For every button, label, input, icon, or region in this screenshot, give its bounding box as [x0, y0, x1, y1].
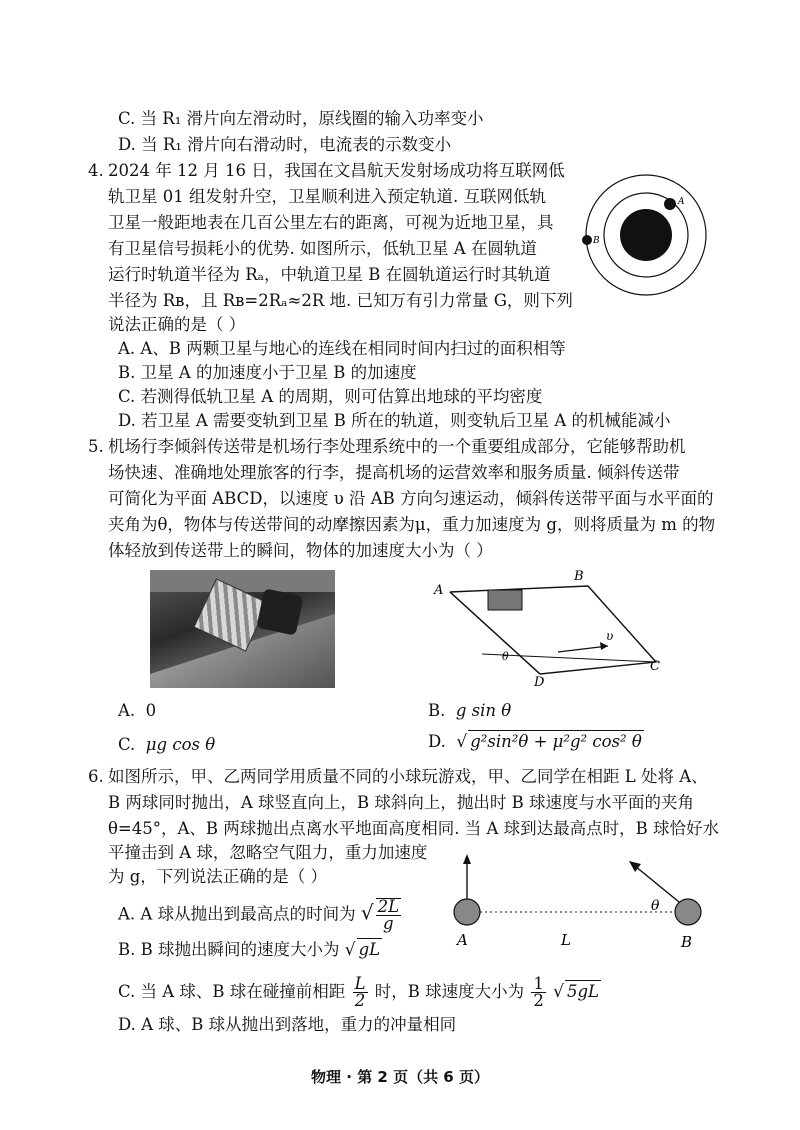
q4-line: 卫星一般距地表在几百公里左右的距离，可视为近地卫星，具: [108, 213, 554, 232]
option-value: μg cos θ: [145, 735, 216, 754]
earth: [620, 209, 672, 261]
q5-line: 机场行李倾斜传送带是机场行李处理系统中的一个重要组成部分，它能够帮助机: [108, 437, 686, 456]
q4-option-a: A. A、B 两颗卫星与地心的连线在相同时间内扫过的面积相等: [118, 339, 566, 358]
q4-line: 说法正确的是（ ）: [108, 315, 246, 334]
q4-line: 运行时轨道半径为 Rₐ，中轨道卫星 B 在圆轨道运行时其轨道: [108, 265, 551, 284]
q4-line: 轨卫星 01 组发射升空，卫星顺利进入预定轨道. 互联网低轨: [108, 187, 546, 206]
q4-option-b: B. 卫星 A 的加速度小于卫星 B 的加速度: [118, 363, 417, 382]
q4-line: 有卫星信号损耗小的优势. 如图所示，低轨卫星 A 在圆轨道: [108, 239, 537, 258]
q6-line: B 两球同时抛出，A 球竖直向上，B 球斜向上，抛出时 B 球速度与水平面的夹角: [108, 793, 695, 812]
q6-line: 如图所示，甲、乙两同学用质量不同的小球玩游戏，甲、乙同学在相距 L 处将 A、: [108, 767, 708, 786]
q6-option-b: [118, 938, 382, 961]
luggage-photo: [150, 570, 335, 688]
option-label: C.: [118, 735, 136, 754]
q6-option-d: D. A 球、B 球从抛出到落地，重力的冲量相同: [118, 1015, 457, 1034]
q6-option-a: [118, 898, 403, 932]
q5-option-a: [118, 700, 156, 722]
q5-line: 可简化为平面 ABCD，以速度 υ 沿 AB 方向匀速运动，倾斜传送带平面与水平面的: [108, 489, 714, 508]
option-label: D.: [428, 732, 446, 751]
q5-number: 5.: [88, 437, 104, 456]
box-on-belt: [488, 590, 522, 610]
velocity-arrow: [558, 646, 608, 652]
q6-option-c: [118, 976, 601, 1009]
q6-line: 为 g，下列说法正确的是（ ）: [108, 867, 328, 886]
option-text: B. B 球抛出瞬间的速度大小为: [118, 940, 340, 959]
option-value: g²sin²θ + μ²g² cos² θ: [470, 732, 642, 751]
label-b: B: [681, 933, 693, 951]
label-theta: θ: [651, 898, 660, 914]
q6-throw-diagram: [445, 850, 715, 960]
option-value: 0: [145, 701, 157, 720]
frac-den: g: [383, 914, 394, 933]
frac-den: 2: [533, 991, 544, 1010]
page-footer: 物理 · 第 2 页（共 6 页）: [311, 1068, 489, 1086]
satellite-a: [664, 198, 676, 210]
sqrt-sign: √: [344, 940, 356, 960]
label-l: L: [561, 931, 571, 949]
label-v: υ: [606, 629, 614, 643]
root-value: 5gL: [567, 982, 600, 1001]
root-value: gL: [358, 940, 381, 959]
label-d: D: [534, 675, 545, 688]
frac-den: 2: [354, 991, 366, 1010]
option-value: g sin θ: [455, 701, 512, 720]
sqrt-sign: √: [456, 732, 468, 752]
frac-num: L: [354, 974, 366, 993]
arrowhead-b: [629, 861, 641, 872]
label-theta: θ: [502, 650, 509, 663]
q4-option-c: C. 若测得低轨卫星 A 的周期，则可估算出地球的平均密度: [118, 387, 543, 406]
frac-num: 1: [533, 974, 544, 993]
q4-orbit-diagram: [578, 160, 718, 310]
option-text: A. A 球从抛出到最高点的时间为: [118, 904, 356, 924]
label-a: A: [678, 197, 685, 207]
q5-option-d: [428, 730, 644, 753]
q5-option-b: [428, 700, 511, 722]
q3-option-d: D. 当 R₁ 滑片向右滑动时，电流表的示数变小: [118, 135, 452, 154]
q6-line: θ=45°，A、B 两球抛出点离水平地面高度相同. 当 A 球到达最高点时，B 球恰好水: [108, 819, 720, 838]
q5-option-c: [118, 734, 215, 756]
q6-line: 平撞击到 A 球，忽略空气阻力，重力加速度: [108, 843, 428, 862]
q4-line: 2024 年 12 月 16 日，我国在文昌航天发射场成功将互联网低: [108, 161, 565, 180]
q5-line: 夹角为θ，物体与传送带间的动摩擦因素为μ，重力加速度为 g，则将质量为 m 的物: [108, 515, 716, 534]
option-text: C. 当 A 球、B 球在碰撞前相距: [118, 982, 346, 1001]
q6-number: 6.: [88, 767, 104, 786]
q5-conveyor-diagram: [430, 568, 670, 688]
option-text: 时，B 球速度大小为: [374, 982, 525, 1001]
sqrt-sign: √: [360, 900, 374, 925]
q4-number: 4.: [88, 161, 104, 180]
q4-option-d: D. 若卫星 A 需要变轨到卫星 B 所在的轨道，则变轨后卫星 A 的机械能减小: [118, 411, 671, 430]
label-b: B: [593, 236, 600, 246]
option-label: A.: [118, 701, 136, 720]
ball-a: [454, 899, 480, 925]
ball-b: [675, 899, 701, 925]
label-a: A: [457, 931, 468, 949]
sqrt-sign: √: [553, 982, 564, 1002]
label-b: B: [574, 569, 584, 584]
option-label: B.: [428, 701, 446, 720]
frac-num: 2L: [377, 897, 400, 916]
label-c: C: [650, 659, 660, 674]
label-a: A: [434, 583, 444, 598]
satellite-b: [582, 235, 592, 245]
arrow-b: [635, 866, 679, 902]
q5-line: 体轻放到传送带上的瞬间，物体的加速度大小为（ ）: [108, 541, 493, 560]
q4-line: 半径为 Rʙ，且 Rʙ=2Rₐ≈2R 地. 已知万有引力常量 G，则下列: [108, 291, 573, 310]
q3-option-c: C. 当 R₁ 滑片向左滑动时，原线圈的输入功率变小: [118, 109, 484, 128]
arrowhead-a: [463, 854, 471, 864]
q5-line: 场快速、准确地处理旅客的行李，提高机场的运营效率和服务质量. 倾斜传送带: [108, 463, 680, 482]
velocity-arrowhead: [600, 642, 608, 650]
